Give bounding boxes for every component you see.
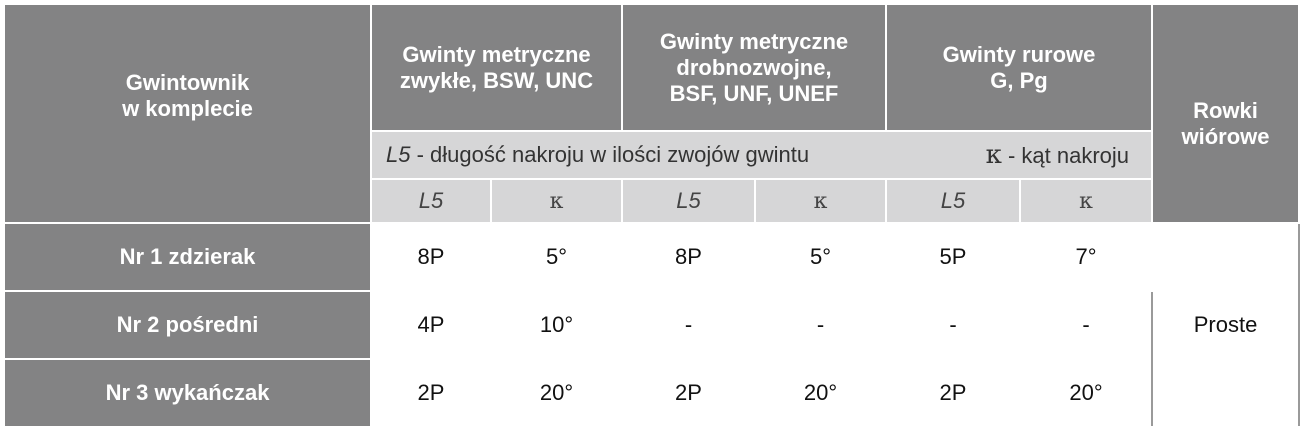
cell-value: 8P bbox=[622, 223, 755, 291]
cell-value: - bbox=[886, 291, 1020, 359]
subcol-l5: L5 bbox=[622, 179, 755, 223]
subcol-kappa: κ bbox=[491, 179, 622, 223]
header-tap-set-line1: Gwintownik bbox=[125, 69, 250, 95]
cell-value: 4P bbox=[371, 291, 491, 359]
header-flutes: Rowki wiórowe bbox=[1152, 4, 1299, 223]
cell-value: 8P bbox=[371, 223, 491, 291]
legend-row bbox=[371, 131, 1152, 179]
row-label: Nr 1 zdzierak bbox=[4, 223, 371, 291]
cell-value: - bbox=[755, 291, 886, 359]
cell-value: 2P bbox=[886, 359, 1020, 427]
cell-value: - bbox=[622, 291, 755, 359]
header-tap-set bbox=[4, 4, 371, 223]
row-label: Nr 3 wykańczak bbox=[4, 359, 371, 427]
subcol-kappa: κ bbox=[755, 179, 886, 223]
flutes-value: Proste bbox=[1152, 223, 1299, 427]
subcol-kappa: κ bbox=[1020, 179, 1152, 223]
cell-value: 20° bbox=[1020, 359, 1152, 427]
header-metric-fine: Gwinty metryczne drobnozwojne, BSF, UNF, UNEF bbox=[622, 4, 886, 131]
legend-l5: L5 - długość nakroju w ilości zwojów gwintu bbox=[386, 142, 810, 167]
cell-value: 2P bbox=[371, 359, 491, 427]
subcol-l5: L5 bbox=[886, 179, 1020, 223]
cell-value: 20° bbox=[755, 359, 886, 427]
table-row bbox=[4, 291, 1299, 359]
table-row bbox=[4, 223, 1299, 291]
cell-value: - bbox=[1020, 291, 1152, 359]
cell-value: 2P bbox=[622, 359, 755, 427]
row-label: Nr 2 pośredni bbox=[4, 291, 371, 359]
header-pipe: Gwinty rurowe G, Pg bbox=[886, 4, 1152, 131]
header-tap-set-line2: w komplecie bbox=[122, 95, 253, 121]
cell-value: 5° bbox=[491, 223, 622, 291]
header-metric-coarse: Gwinty metryczne zwykłe, BSW, UNC bbox=[371, 4, 622, 131]
cell-value: 20° bbox=[491, 359, 622, 427]
cell-value: 5P bbox=[886, 223, 1020, 291]
thread-tap-table bbox=[3, 3, 1300, 428]
cell-value: 5° bbox=[755, 223, 886, 291]
cell-value: 10° bbox=[491, 291, 622, 359]
cell-value: 7° bbox=[1020, 223, 1152, 291]
table-row bbox=[4, 359, 1299, 427]
legend-kappa: κ - kąt nakroju bbox=[985, 140, 1130, 170]
subcol-l5: L5 bbox=[371, 179, 491, 223]
